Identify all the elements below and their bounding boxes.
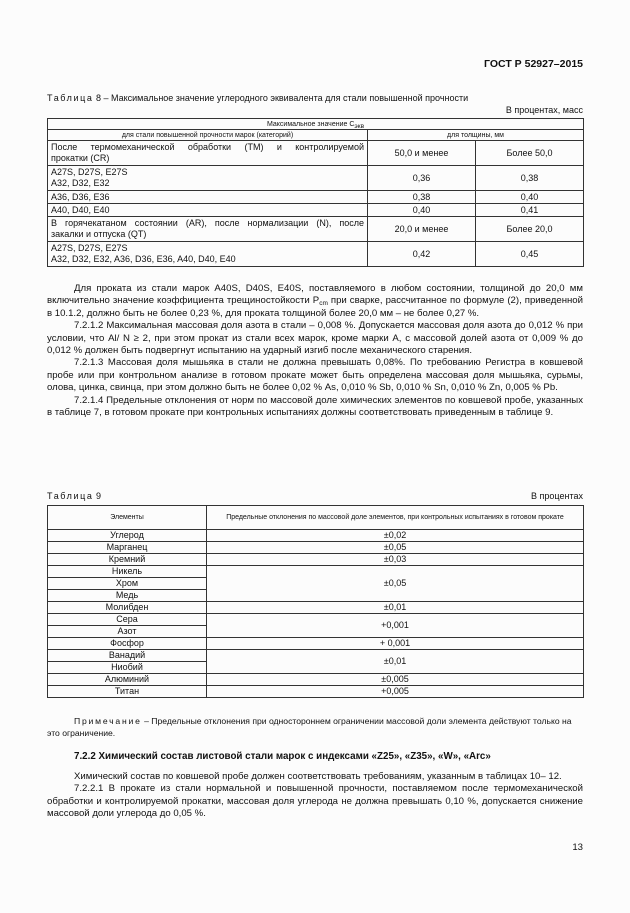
table-row: [48, 554, 584, 566]
table-row: [48, 530, 584, 542]
table8-col1-header: для стали повышенной прочности марок (категорий): [48, 130, 368, 141]
table8-caption: [47, 93, 468, 103]
table9-caption-label: Таблица: [47, 491, 94, 501]
table9-element-cell: Медь: [48, 590, 207, 602]
table9-value-cell: +0,001: [207, 614, 584, 638]
table9: [47, 505, 584, 698]
paragraph-7-2-1-2: 7.2.1.2 Максимальная массовая доля азота в стали – 0,008 %. Допускается массовая доля азота до 0,012 % при условии, что Al/ N ≥ 2, при этом прокат из стали всех марок, кроме марки А, с массовой долей азота от 0,009 % до 0,012 % должен быть подвергнут испытанию на ударный изгиб после механического старения.: [47, 320, 583, 357]
table9-element-cell: Сера: [48, 614, 207, 626]
page-number: 13: [572, 842, 583, 853]
table8-grade-cell: A27S, D27S, E27S A32, D32, E32: [48, 166, 368, 191]
table9-element-cell: Титан: [48, 686, 207, 698]
table9-col1-header: Элементы: [48, 506, 207, 530]
table-row: [48, 191, 584, 204]
table8-grade-cell: A40, D40, E40: [48, 204, 368, 217]
table9-value-cell: ±0,005: [207, 674, 584, 686]
table9-element-cell: Алюминий: [48, 674, 207, 686]
table9-element-cell: Фосфор: [48, 638, 207, 650]
table-row: [48, 674, 584, 686]
table9-value-cell: +0,005: [207, 686, 584, 698]
table8-units: В процентах, масс: [505, 105, 583, 115]
table-row: [48, 217, 584, 242]
paragraph-7-2-1-3: 7.2.1.3 Массовая доля мышьяка в стали не должна превышать 0,08%. По требованию Регистра в ковшевой пробе или при контрольном анализе в готовом прокате может быть определена массовая доля мышьяка, сурьмы, олова, цинка, свинца, при этом должно быть не более 0,02 % As, 0,010 % Sb, 0,010 % Sn, 0,010 % Zn, 0,005 % Pb.: [47, 357, 583, 394]
note-text: – Предельные отклонения при одностороннем ограничении массовой доли элемента действуют только на это ограничение.: [47, 716, 572, 738]
paragraph-7-2-2: Химический состав по ковшевой пробе должен соответствовать требованиям, указанным в таблицах 10– 12.: [74, 771, 562, 782]
table8-value-cell: 0,42: [368, 242, 476, 267]
table-row: [48, 141, 584, 166]
paragraphs-block-1: [47, 283, 583, 419]
table9-caption: [47, 491, 101, 501]
table9-element-cell: Марганец: [48, 542, 207, 554]
table9-value-cell: ±0,05: [207, 566, 584, 602]
table8-grade-cell: A27S, D27S, E27S A32, D32, E32, A36, D36, E36, A40, D40, E40: [48, 242, 368, 267]
table8-value-cell: Более 20,0: [476, 217, 584, 242]
table9-value-cell: ±0,03: [207, 554, 584, 566]
table9-value-cell: ±0,05: [207, 542, 584, 554]
table-row: [48, 602, 584, 614]
table8-value-cell: Более 50,0: [476, 141, 584, 166]
table-row: [48, 542, 584, 554]
table9-value-cell: ±0,01: [207, 650, 584, 674]
table-row: [48, 566, 584, 578]
table8-value-cell: 0,45: [476, 242, 584, 267]
paragraph-pcm: Для проката из стали марок A40S, D40S, E40S, поставляемого в любом состоянии, толщиной до 20,0 мм включительно значение коэффициента трещиностойкости $P_{cm}$ при сварке, рассчитанное по формуле (2), приведенной в 10.1.2, должно быть не более 0,23 %, для проката толщиной более 20,0 мм – не более 0,27 %.: [47, 283, 583, 319]
table8-value-cell: 0,40: [368, 204, 476, 217]
table8-value-cell: 50,0 и менее: [368, 141, 476, 166]
paragraphs-block-2: [47, 771, 583, 821]
table9-element-cell: Ванадий: [48, 650, 207, 662]
table9-col2-header: Предельные отклонения по массовой доле элементов, при контрольных испытаниях в готовом прокате: [207, 506, 584, 530]
table-row: [48, 650, 584, 662]
table8-value-cell: 0,38: [476, 166, 584, 191]
table9-element-cell: Никель: [48, 566, 207, 578]
note-label: Примечание: [74, 716, 142, 726]
table8-caption-label: Таблица: [47, 93, 94, 103]
table-row: [48, 242, 584, 267]
table-row: [48, 166, 584, 191]
table8-top-header: Максимальное значение $C_{экв}$: [48, 119, 584, 130]
table9-element-cell: Хром: [48, 578, 207, 590]
table8-value-cell: 0,40: [476, 191, 584, 204]
table8-grade-cell: A36, D36, E36: [48, 191, 368, 204]
table9-element-cell: Молибден: [48, 602, 207, 614]
table8-value-cell: 20,0 и менее: [368, 217, 476, 242]
table9-element-cell: Ниобий: [48, 662, 207, 674]
document-number: ГОСТ Р 52927–2015: [484, 58, 583, 70]
table9-element-cell: Углерод: [48, 530, 207, 542]
table8-grade-cell: После термомеханической обработки (ТМ) и контролируемой прокатки (CR): [48, 141, 368, 166]
table8: [47, 118, 584, 267]
table8-caption-text: 8 – Максимальное значение углеродного эквивалента для стали повышенной прочности: [93, 93, 469, 103]
table9-value-cell: ±0,02: [207, 530, 584, 542]
table-row: [48, 686, 584, 698]
table-row: [48, 614, 584, 626]
table9-caption-text: 9: [93, 491, 102, 501]
table8-value-cell: 0,36: [368, 166, 476, 191]
table8-value-cell: 0,41: [476, 204, 584, 217]
paragraph-7-2-2-1: 7.2.2.1 В прокате из стали нормальной и повышенной прочности, поставляемом после термомеханической обработки и контролируемой прокатки, массовая доля углерода не должна превышать 0,10 %, допускается снижение массовой доли углерода до 0,05 %.: [47, 783, 583, 820]
table8-value-cell: 0,38: [368, 191, 476, 204]
table-row: [48, 204, 584, 217]
paragraph-7-2-1-4: 7.2.1.4 Предельные отклонения от норм по массовой доле химических элементов по ковшевой пробе, указанных в таблице 7, в готовом прокате при контрольных испытаниях должны соответствовать приведенным в таблице 9.: [47, 394, 583, 419]
table9-element-cell: Кремний: [48, 554, 207, 566]
table9-value-cell: + 0,001: [207, 638, 584, 650]
table9-units: В процентах: [531, 491, 583, 501]
table8-grade-cell: В горячекатаном состоянии (AR), после нормализации (N), после закалки и отпуска (QT): [48, 217, 368, 242]
table9-element-cell: Азот: [48, 626, 207, 638]
section-7-2-2-heading: 7.2.2 Химический состав листовой стали марок с индексами «Z25», «Z35», «W», «Arc»: [74, 751, 491, 762]
table8-col2-header: для толщины, мм: [368, 130, 584, 141]
table9-value-cell: ±0,01: [207, 602, 584, 614]
table9-note: [47, 716, 583, 739]
table-row: [48, 638, 584, 650]
